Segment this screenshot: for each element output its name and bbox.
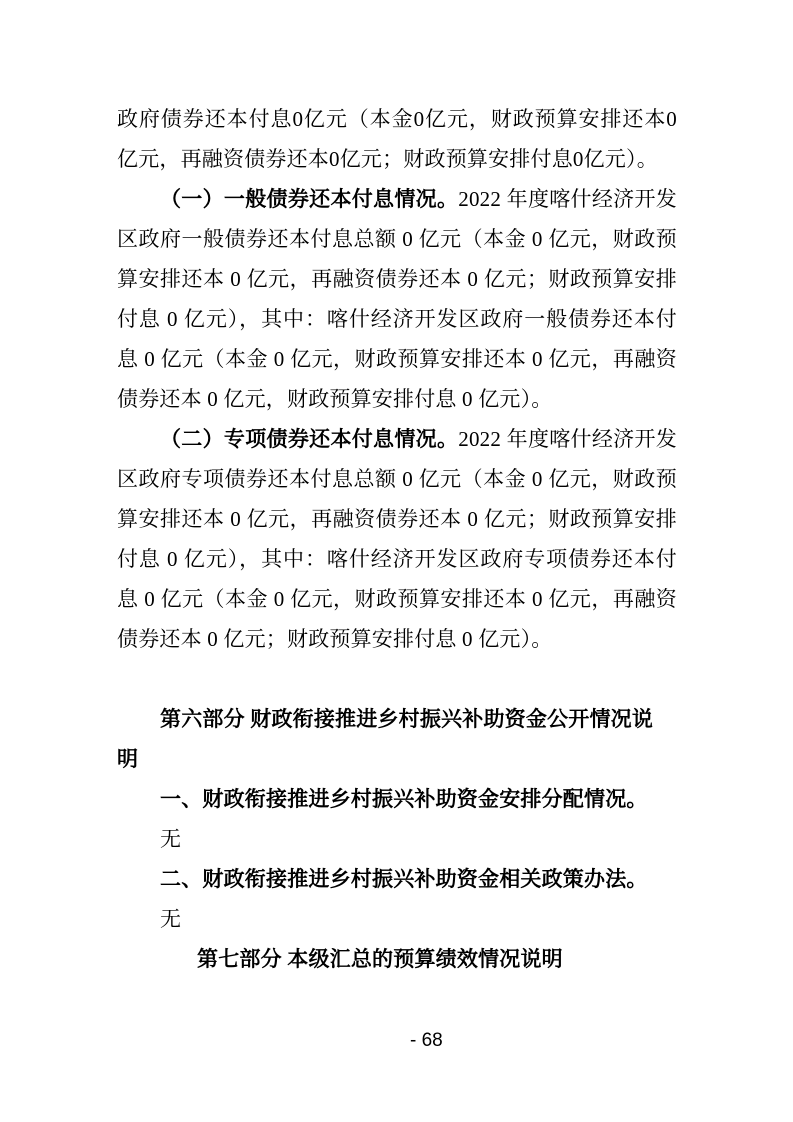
paragraph-line: 亿元，再融资债券还本0亿元；财政预算安排付息0亿元）。: [117, 147, 658, 171]
paragraph-line: 区政府一般债券还本付息总额 0 亿元（本金 0 亿元，财政预: [117, 227, 677, 251]
paragraph-text: 2022 年度喀什经济开发: [458, 427, 677, 451]
paragraph-line: [117, 179, 677, 219]
paragraph-line: 政府债券还本付息0亿元（本金0亿元，财政预算安排还本0: [117, 107, 677, 131]
paragraph-line: 债券还本 0 亿元，财政预算安排付息 0 亿元）。: [117, 387, 553, 411]
section6-item2-heading: 二、财政衔接推进乡村振兴补助资金相关政策办法。: [160, 867, 648, 891]
blank-line: [117, 659, 677, 699]
subheading-special-bonds: （二）专项债券还本付息情况。: [160, 427, 459, 451]
section6-item2-value: 无: [160, 907, 182, 931]
paragraph-line: 付息 0 亿元），其中：喀什经济开发区政府一般债券还本付: [117, 307, 677, 331]
paragraph-line: [117, 419, 677, 459]
body-text: [117, 99, 677, 979]
section7-title: 第七部分 本级汇总的预算绩效情况说明: [197, 947, 563, 971]
paragraph-line: 息 0 亿元（本金 0 亿元，财政预算安排还本 0 亿元，再融资: [117, 347, 677, 371]
section6-title-line2: 明: [117, 747, 139, 771]
section6-item1-value: 无: [160, 827, 182, 851]
paragraph-line: 算安排还本 0 亿元，再融资债券还本 0 亿元；财政预算安排: [117, 507, 677, 531]
paragraph-line: 区政府专项债券还本付息总额 0 亿元（本金 0 亿元，财政预: [117, 467, 677, 491]
paragraph-text: 2022 年度喀什经济开发: [458, 187, 677, 211]
page-number: - 68: [410, 1030, 443, 1051]
paragraph-line: 付息 0 亿元），其中：喀什经济开发区政府专项债券还本付: [117, 547, 677, 571]
subheading-general-bonds: （一）一般债券还本付息情况。: [160, 187, 459, 211]
section6-item1-heading: 一、财政衔接推进乡村振兴补助资金安排分配情况。: [160, 787, 648, 811]
paragraph-line: 息 0 亿元（本金 0 亿元，财政预算安排还本 0 亿元，再融资: [117, 587, 677, 611]
paragraph-line: 债券还本 0 亿元；财政预算安排付息 0 亿元）。: [117, 627, 553, 651]
paragraph-line: 算安排还本 0 亿元，再融资债券还本 0 亿元；财政预算安排: [117, 267, 677, 291]
section6-title-line1: 第六部分 财政衔接推进乡村振兴补助资金公开情况说: [160, 707, 654, 731]
